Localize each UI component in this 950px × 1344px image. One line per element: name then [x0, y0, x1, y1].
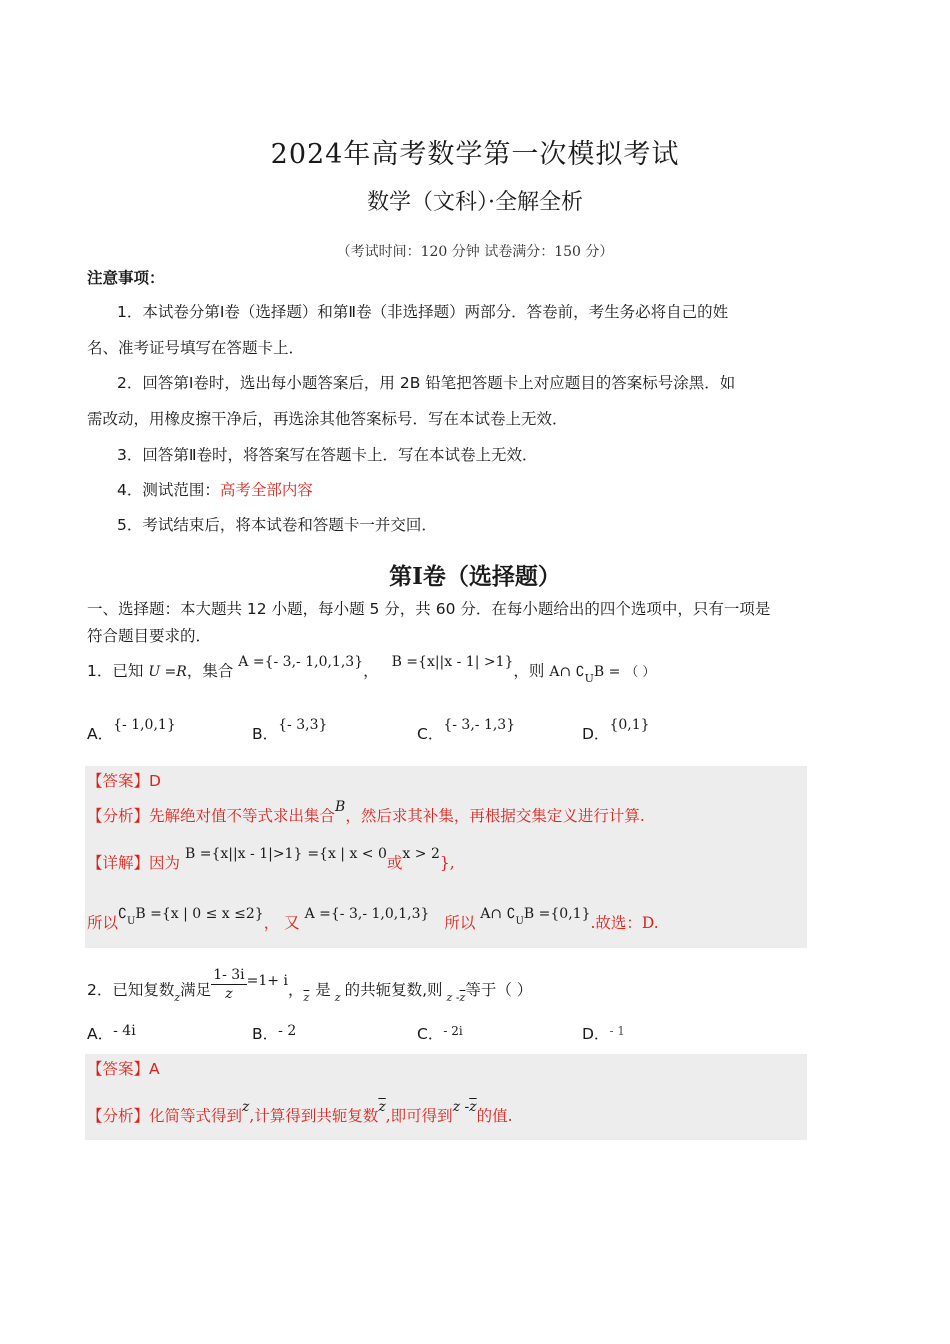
q1-option-a: [87, 717, 176, 744]
q2-analysis-zbar: $\overline{z}$: [378, 1099, 386, 1115]
q1-analysis-var: B: [335, 799, 346, 815]
notice-item-5: 5．考试结束后，将本试卷和答题卡一并交回．: [117, 516, 437, 534]
q1-so2-sub: U: [515, 916, 524, 927]
notice-item-4: [117, 479, 817, 501]
q2-equals: 等于（ ）: [465, 981, 533, 999]
notice-item-1-line-2: 名、准考证号填写在答题卡上．: [87, 339, 305, 357]
q1-set-a: A ={- 3,- 1,0,1,3}: [238, 654, 364, 670]
q1-so-expr: ∁: [118, 906, 127, 922]
section-title: 第Ⅰ卷（选择题）: [389, 563, 561, 590]
q2-analysis-diff: z -: [452, 1099, 470, 1115]
q1-detail-label: 【详解】: [87, 854, 150, 872]
notice-item-2-line-2: 需改动，用橡皮擦干净后，再选涂其他答案标号．写在本试卷上无效．: [87, 410, 568, 428]
q2-conj-text: 的共轭复数,则: [344, 981, 443, 999]
q1-detail-or: 或: [386, 854, 403, 872]
q2-option-a: [87, 1022, 136, 1044]
question-1-stem: [87, 654, 817, 685]
q1-analysis: [87, 799, 817, 828]
q1-text-then: ，则: [513, 662, 545, 680]
q2-fraction-denominator: z: [225, 986, 233, 1002]
q1-prefix: 1．已知: [87, 662, 144, 680]
q1-option-a-value: {- 1,0,1}: [113, 717, 176, 733]
q1-conclusion-text: .故选：D.: [590, 914, 659, 932]
q1-comma: ，: [363, 662, 379, 680]
q1-so2-expr: A∩ ∁: [480, 906, 516, 922]
q1-option-c-value: {- 3,- 1,3}: [443, 717, 516, 733]
q2-option-c: [417, 1022, 463, 1044]
section-intro-line-1: 一、选择题：本大题共 12 小题，每小题 5 分，共 60 分．在每小题给出的四个选项中，只有一项是: [87, 600, 771, 618]
q2-comma: ，: [287, 981, 304, 999]
q1-analysis-text-b: ，然后求其补集，再根据交集定义进行计算.: [345, 807, 645, 825]
q2-satisfy: 满足: [180, 981, 212, 999]
q2-z-var: z: [174, 991, 181, 1004]
section-intro-line-2: 符合题目要求的．: [87, 627, 212, 645]
question-2-stem: [87, 967, 817, 1009]
q2-equation-rhs: =1+ i: [246, 973, 288, 989]
q2-diff-expr: z -: [446, 991, 460, 1004]
q2-fraction-numerator: 1- 3i: [213, 967, 245, 983]
q1-text-set: ，集合: [186, 662, 234, 680]
q1-result-sub: U: [584, 672, 594, 685]
q2-analysis: [87, 1099, 817, 1128]
q2-diff-bar: $\overline{z}$: [459, 991, 466, 1004]
q2-option-a-letter: A．: [87, 1025, 114, 1043]
notice-item-4-prefix: 4．测试范围：: [117, 481, 220, 499]
notice-item-1-line-1: 1．本试卷分第Ⅰ卷（选择题）和第Ⅱ卷（非选择题）两部分．答卷前，考生务必将自己的姓: [117, 303, 729, 321]
q1-also-expr: A ={- 3,- 1,0,1,3}: [304, 906, 430, 922]
q1-so2-label: 所以: [444, 914, 476, 932]
q2-option-d-letter: D．: [582, 1025, 610, 1043]
q1-so-expr-b: B ={x | 0 ≤ x ≤2}: [135, 906, 264, 922]
q2-z-var-2: z: [334, 991, 341, 1004]
q2-prefix: 2．已知复数: [87, 981, 175, 999]
q1-result-tail: B =: [593, 664, 621, 680]
q1-option-b-letter: B．: [252, 725, 279, 743]
q2-analysis-label: 【分析】: [87, 1107, 150, 1125]
q2-option-b-value: - 2: [278, 1023, 297, 1039]
q1-option-c: [417, 717, 516, 744]
q1-option-d-value: {0,1}: [609, 717, 650, 733]
q2-option-c-letter: C．: [417, 1025, 444, 1043]
q2-is: 是: [315, 981, 331, 999]
q1-detail-close: },: [439, 854, 455, 872]
q2-answer-label: 【答案】: [87, 1060, 150, 1078]
q1-conclusion: [87, 906, 817, 937]
q1-option-c-letter: C．: [417, 725, 444, 743]
q2-answer: [87, 1058, 817, 1080]
q2-analysis-b: ,计算得到共轭复数: [249, 1107, 379, 1125]
q1-detail-text: 因为: [149, 854, 181, 872]
q1-analysis-label: 【分析】: [87, 807, 150, 825]
q1-option-b: [252, 717, 328, 744]
q1-option-d-letter: D．: [582, 725, 610, 743]
q2-option-d: [582, 1022, 625, 1044]
q2-analysis-d: 的值.: [476, 1107, 513, 1125]
q1-answer-blank: （ ）: [625, 665, 656, 680]
q1-so2-expr-b: B ={0,1}: [523, 906, 591, 922]
q1-analysis-text-a: 先解绝对值不等式求出集合: [149, 807, 336, 825]
q2-z-conjugate: $\overline{z}$: [303, 991, 310, 1004]
q1-answer-value: D: [149, 772, 161, 790]
q1-universal-set: U =R: [148, 664, 187, 680]
q1-answer-label: 【答案】: [87, 772, 150, 790]
q2-option-b-letter: B．: [252, 1025, 279, 1043]
q1-option-d: [582, 717, 650, 744]
q2-option-c-value: - 2i: [443, 1024, 463, 1038]
q1-set-b: B ={x||x - 1| >1}: [391, 654, 514, 670]
q1-also: ， 又: [263, 914, 300, 932]
q2-option-b: [252, 1022, 296, 1044]
notice-item-3: 3．回答第Ⅱ卷时，将答案写在答题卡上．写在本试卷上无效．: [117, 446, 538, 464]
notice-item-2-line-1: 2．回答第Ⅰ卷时，选出每小题答案后，用 2B 铅笔把答题卡上对应题目的答案标号涂黑．如: [117, 374, 736, 392]
q1-detail-expr-a: B ={x||x - 1|>1}: [184, 846, 303, 862]
test-scope: 高考全部内容: [219, 481, 313, 499]
exam-title: 2024年高考数学第一次模拟考试: [270, 139, 680, 170]
notice-heading: 注意事项：: [87, 269, 165, 287]
exam-subtitle: 数学（文科）·全解全析: [367, 190, 583, 215]
q2-option-d-value: - 1: [609, 1024, 625, 1038]
q1-detail-expr-c: x > 2: [402, 846, 440, 862]
q2-analysis-z: z: [242, 1099, 250, 1115]
q1-detail-expr-b: ={x | x < 0: [307, 846, 387, 862]
q1-so-sub: U: [126, 916, 136, 927]
q1-answer: [87, 770, 817, 792]
q1-option-a-letter: A．: [87, 725, 114, 743]
q2-fraction: [211, 966, 246, 1003]
q1-option-b-value: {- 3,3}: [278, 717, 328, 733]
exam-meta: （考试时间：120 分钟 试卷满分：150 分）: [336, 244, 614, 260]
q2-analysis-diff-bar: $\overline{z}$: [469, 1099, 477, 1115]
q2-analysis-c: ,即可得到: [385, 1107, 453, 1125]
q1-result-expr: A∩ ∁: [549, 664, 585, 680]
q2-option-a-value: - 4i: [113, 1023, 136, 1039]
q2-answer-value: A: [149, 1060, 160, 1078]
q1-detail: [87, 846, 817, 875]
q2-analysis-a: 化简等式得到: [149, 1107, 243, 1125]
q1-so-label: 所以: [87, 914, 119, 932]
